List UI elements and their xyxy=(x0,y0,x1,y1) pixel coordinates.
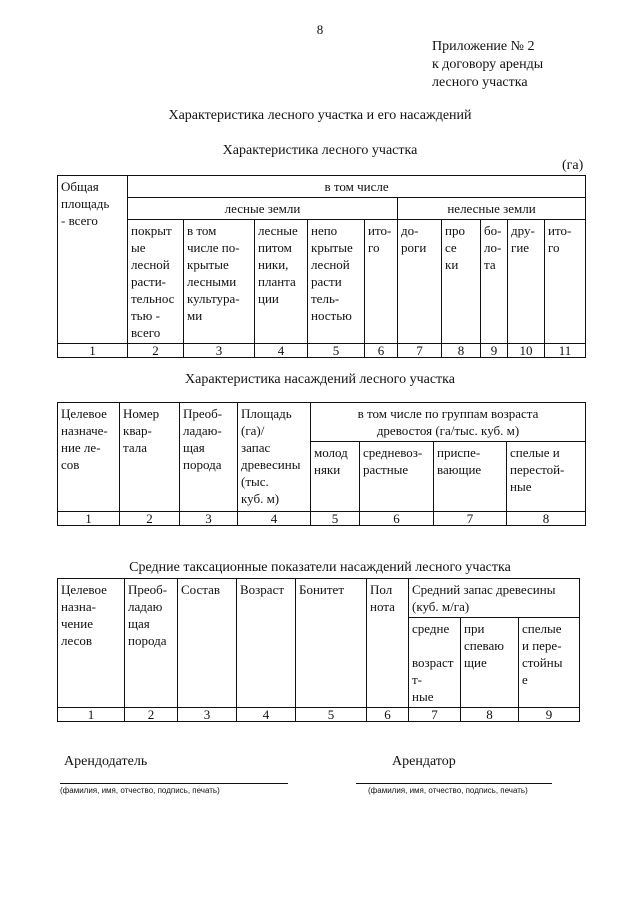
lessor-signature-line xyxy=(60,783,288,784)
dominant-species-header: Преоб- ладаю- щая порода xyxy=(180,403,238,512)
forest-col-header: лесные питом ники, планта ции xyxy=(255,220,308,344)
column-number: 10 xyxy=(508,344,545,358)
column-number: 6 xyxy=(367,708,409,722)
stock-group-header: при спеваю щие xyxy=(461,618,519,708)
column-number: 11 xyxy=(545,344,586,358)
age-group-header: приспе- вающие xyxy=(434,442,507,512)
forest-col-header: в том числе по- крытые лесными культура- ми xyxy=(184,220,255,344)
column-number: 8 xyxy=(442,344,481,358)
lessee-signature-line xyxy=(356,783,552,784)
area-unit-label: (га) xyxy=(562,158,584,173)
lessor-signature-caption: (фамилия, имя, отчество, подпись, печать) xyxy=(60,786,220,795)
average-stock-header: Средний запас древесины (куб. м/га) xyxy=(409,579,580,618)
purpose-header: Целевое назна- чение лесов xyxy=(58,579,125,708)
column-number: 1 xyxy=(58,708,125,722)
quarter-number-header: Номер квар- тала xyxy=(120,403,180,512)
appendix-line-1: Приложение № 2 xyxy=(432,39,535,54)
column-number: 3 xyxy=(184,344,255,358)
page-number: 8 xyxy=(316,22,324,37)
column-number: 4 xyxy=(237,708,296,722)
stock-group-header: спелые и пере- стойны е xyxy=(519,618,580,708)
forest-col-header: ито- го xyxy=(365,220,398,344)
site-class-header: Бонитет xyxy=(296,579,367,708)
lessee-signature-caption: (фамилия, имя, отчество, подпись, печать) xyxy=(368,786,528,795)
taxation-indicators-table xyxy=(57,578,580,722)
column-number: 1 xyxy=(58,512,120,526)
lessee-label: Арендатор xyxy=(392,754,456,769)
forest-col-header: покрыт ые лесной расти- тельнос тью - всего xyxy=(128,220,184,344)
column-number: 2 xyxy=(128,344,184,358)
column-number: 9 xyxy=(519,708,580,722)
forest-col-header: непо крытые лесной расти тель- ностью xyxy=(308,220,365,344)
including-header: в том числе xyxy=(128,176,586,198)
column-number: 8 xyxy=(461,708,519,722)
dominant-species-header: Преоб- ладаю щая порода xyxy=(125,579,178,708)
purpose-header: Целевое назначе- ние ле- сов xyxy=(58,403,120,512)
age-header: Возраст xyxy=(237,579,296,708)
density-header: Пол нота xyxy=(367,579,409,708)
nonforest-col-header: бо- ло- та xyxy=(481,220,508,344)
age-group-header: спелые и перестой- ные xyxy=(507,442,586,512)
column-number: 7 xyxy=(398,344,442,358)
column-number: 3 xyxy=(180,512,238,526)
lessor-label: Арендодатель xyxy=(64,754,148,769)
column-number: 5 xyxy=(308,344,365,358)
composition-header: Состав xyxy=(178,579,237,708)
nonforest-col-header: до- роги xyxy=(398,220,442,344)
column-number: 9 xyxy=(481,344,508,358)
column-number: 6 xyxy=(360,512,434,526)
column-number: 1 xyxy=(58,344,128,358)
section1-title: Характеристика лесного участка xyxy=(222,143,418,158)
column-number: 7 xyxy=(409,708,461,722)
column-number: 2 xyxy=(120,512,180,526)
section3-title: Средние таксационные показатели насаждений лесного участка xyxy=(129,560,511,575)
column-number: 7 xyxy=(434,512,507,526)
section2-title: Характеристика насаждений лесного участка xyxy=(185,372,455,387)
appendix-line-2: к договору аренды xyxy=(432,57,544,72)
total-area-header: Общая площадь - всего xyxy=(58,176,128,344)
nonforest-col-header: про се ки xyxy=(442,220,481,344)
column-number: 4 xyxy=(255,344,308,358)
age-group-header: средневоз- растные xyxy=(360,442,434,512)
stock-group-header: средне возраст т- ные xyxy=(409,618,461,708)
age-groups-header: в том числе по группам возраста древостоя (га/тыс. куб. м) xyxy=(311,403,586,442)
nonforest-col-header: дру- гие xyxy=(508,220,545,344)
stand-characteristics-table xyxy=(57,402,586,526)
land-characteristics-table xyxy=(57,175,586,358)
forest-lands-header: лесные земли xyxy=(128,198,398,220)
area-stock-header: Площадь (га)/ запас древесины (тыс. куб. м) xyxy=(238,403,311,512)
age-group-header: молод няки xyxy=(311,442,360,512)
column-number: 4 xyxy=(238,512,311,526)
column-number: 2 xyxy=(125,708,178,722)
nonforest-lands-header: нелесные земли xyxy=(398,198,586,220)
column-number: 3 xyxy=(178,708,237,722)
column-number: 5 xyxy=(296,708,367,722)
appendix-note xyxy=(432,38,543,92)
main-title: Характеристика лесного участка и его насаждений xyxy=(168,108,472,123)
appendix-line-3: лесного участка xyxy=(432,75,528,90)
column-number: 5 xyxy=(311,512,360,526)
column-number: 8 xyxy=(507,512,586,526)
nonforest-col-header: ито- го xyxy=(545,220,586,344)
column-number: 6 xyxy=(365,344,398,358)
